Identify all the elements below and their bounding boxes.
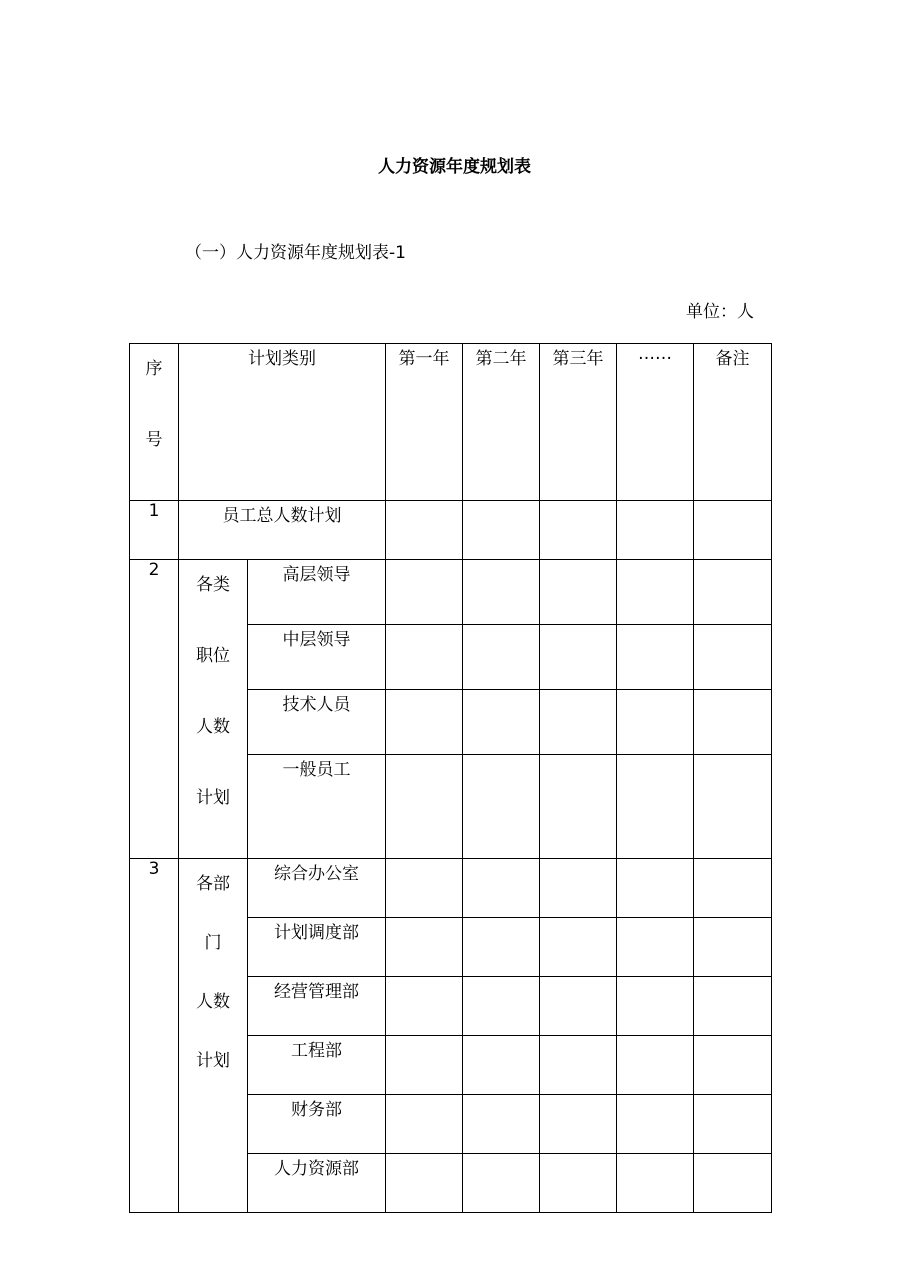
- row3-item: 人力资源部: [248, 1154, 386, 1213]
- table-row: [130, 501, 772, 560]
- row3-seq: 3: [130, 859, 179, 1213]
- row2-seq: 2: [130, 560, 179, 859]
- table-cell: [540, 625, 617, 690]
- header-row: [130, 344, 772, 501]
- table-cell: [617, 1036, 694, 1095]
- row3-group-line: 计划: [196, 1051, 230, 1071]
- header-note: 备注: [694, 344, 772, 501]
- row2-item: 高层领导: [248, 560, 386, 625]
- table-cell: [463, 977, 540, 1036]
- table-cell: [463, 690, 540, 755]
- header-more: ……: [617, 344, 694, 501]
- row3-item: 计划调度部: [248, 918, 386, 977]
- row3-item: 经营管理部: [248, 977, 386, 1036]
- row3-item: 综合办公室: [248, 859, 386, 918]
- row3-group: [179, 859, 248, 1213]
- table-cell: [386, 625, 463, 690]
- table-cell: [463, 755, 540, 859]
- table-cell: [617, 977, 694, 1036]
- table-cell: [386, 560, 463, 625]
- table-cell: [463, 859, 540, 918]
- table-cell: [386, 977, 463, 1036]
- header-year3: 第三年: [540, 344, 617, 501]
- table-cell: [540, 859, 617, 918]
- table-subtitle: （一）人力资源年度规划表-1: [185, 243, 406, 263]
- table-cell: [463, 625, 540, 690]
- table-row: [130, 560, 772, 625]
- table-cell: [694, 755, 772, 859]
- table-cell: [617, 690, 694, 755]
- table-cell: [617, 560, 694, 625]
- table-cell: [540, 1154, 617, 1213]
- header-seq-line2: 号: [145, 430, 163, 450]
- row3-group-line: 门: [204, 933, 222, 953]
- header-year2: 第二年: [463, 344, 540, 501]
- header-category: 计划类别: [179, 344, 386, 501]
- table-cell: [694, 1095, 772, 1154]
- row2-group-line: 各类: [196, 575, 230, 595]
- header-seq: [130, 344, 179, 501]
- table-cell: [463, 918, 540, 977]
- row3-item: 财务部: [248, 1095, 386, 1154]
- table-cell: [617, 755, 694, 859]
- table-cell: [694, 1036, 772, 1095]
- table-cell: [386, 755, 463, 859]
- row2-group-line: 人数: [196, 717, 230, 737]
- table-cell: [694, 560, 772, 625]
- table-cell: [540, 977, 617, 1036]
- table-cell: [617, 1095, 694, 1154]
- table-cell: [386, 1036, 463, 1095]
- row2-item: 中层领导: [248, 625, 386, 690]
- header-year1: 第一年: [386, 344, 463, 501]
- table-cell: [617, 1154, 694, 1213]
- row2-group-line: 计划: [196, 788, 230, 808]
- table-cell: [694, 625, 772, 690]
- table-cell: [540, 755, 617, 859]
- row1-label: 员工总人数计划: [179, 501, 386, 560]
- unit-label: 单位：人: [686, 302, 754, 322]
- document-title: 人力资源年度规划表: [378, 157, 531, 177]
- table-cell: [617, 501, 694, 560]
- table-cell: [540, 918, 617, 977]
- table-cell: [617, 625, 694, 690]
- table-cell: [386, 690, 463, 755]
- table-cell: [386, 859, 463, 918]
- row3-item: 工程部: [248, 1036, 386, 1095]
- row3-group-line: 各部: [196, 874, 230, 894]
- table-cell: [540, 1095, 617, 1154]
- plan-table: [129, 343, 772, 1213]
- table-cell: [386, 918, 463, 977]
- table-cell: [617, 918, 694, 977]
- table-row: [130, 859, 772, 918]
- row1-seq: 1: [130, 501, 179, 560]
- table-cell: [463, 501, 540, 560]
- row2-group: [179, 560, 248, 859]
- row2-item: 技术人员: [248, 690, 386, 755]
- table-cell: [694, 501, 772, 560]
- table-cell: [463, 1095, 540, 1154]
- table-cell: [540, 1036, 617, 1095]
- table-cell: [386, 1095, 463, 1154]
- table-cell: [540, 560, 617, 625]
- table-cell: [694, 690, 772, 755]
- table-cell: [463, 1036, 540, 1095]
- row3-group-line: 人数: [196, 992, 230, 1012]
- table-cell: [386, 1154, 463, 1213]
- table-cell: [694, 977, 772, 1036]
- row2-item: 一般员工: [248, 755, 386, 859]
- table-cell: [463, 560, 540, 625]
- table-cell: [694, 859, 772, 918]
- header-seq-line1: 序: [145, 359, 163, 379]
- table-cell: [540, 501, 617, 560]
- table-cell: [694, 918, 772, 977]
- table-cell: [694, 1154, 772, 1213]
- table-cell: [617, 859, 694, 918]
- table-cell: [386, 501, 463, 560]
- table-cell: [463, 1154, 540, 1213]
- table-cell: [540, 690, 617, 755]
- row2-group-line: 职位: [196, 646, 230, 666]
